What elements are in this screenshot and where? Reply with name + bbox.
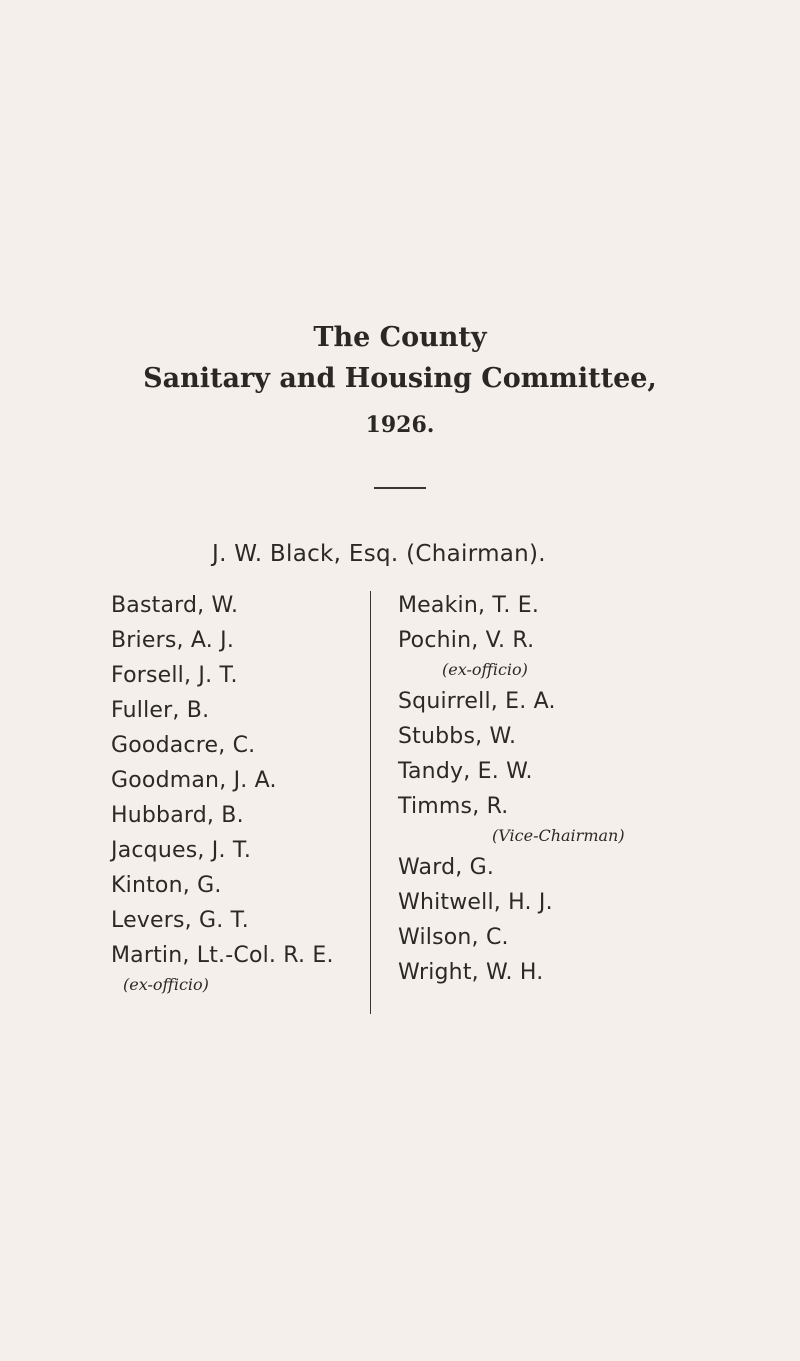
column-divider bbox=[370, 591, 371, 1014]
title-year: 1926. bbox=[365, 412, 435, 438]
member-name: Fuller, B. bbox=[111, 698, 210, 723]
member-note: (Vice-Chairman) bbox=[492, 826, 625, 845]
member-name: Tandy, E. W. bbox=[398, 759, 533, 784]
member-name: Hubbard, B. bbox=[111, 803, 244, 828]
member-name: Forsell, J. T. bbox=[111, 663, 238, 688]
member-name: Bastard, W. bbox=[111, 593, 239, 618]
title-rule bbox=[374, 487, 426, 489]
member-name: Kinton, G. bbox=[111, 873, 222, 898]
member-name: Goodman, J. A. bbox=[111, 768, 277, 793]
member-note: (ex-officio) bbox=[442, 660, 528, 679]
chairman-line: J. W. Black, Esq. (Chairman). bbox=[212, 541, 546, 567]
member-name: Wilson, C. bbox=[398, 925, 509, 950]
member-name: Pochin, V. R. bbox=[398, 628, 535, 653]
member-name: Ward, G. bbox=[398, 855, 495, 880]
member-name: Martin, Lt.-Col. R. E. bbox=[111, 943, 334, 968]
member-name: Briers, A. J. bbox=[111, 628, 235, 653]
member-name: Levers, G. T. bbox=[111, 908, 249, 933]
title-line-1: The County bbox=[313, 322, 487, 353]
member-name: Squirrell, E. A. bbox=[398, 689, 556, 714]
member-name: Jacques, J. T. bbox=[111, 838, 252, 863]
member-name: Timms, R. bbox=[398, 794, 509, 819]
member-name: Meakin, T. E. bbox=[398, 593, 540, 618]
member-name: Whitwell, H. J. bbox=[398, 890, 553, 915]
member-name: Wright, W. H. bbox=[398, 960, 544, 985]
member-note: (ex-officio) bbox=[123, 975, 209, 994]
member-name: Stubbs, W. bbox=[398, 724, 517, 749]
left-member-list bbox=[111, 588, 361, 999]
right-member-list bbox=[398, 588, 728, 990]
title-line-2: Sanitary and Housing Committee, bbox=[143, 363, 657, 394]
member-name: Goodacre, C. bbox=[111, 733, 256, 758]
